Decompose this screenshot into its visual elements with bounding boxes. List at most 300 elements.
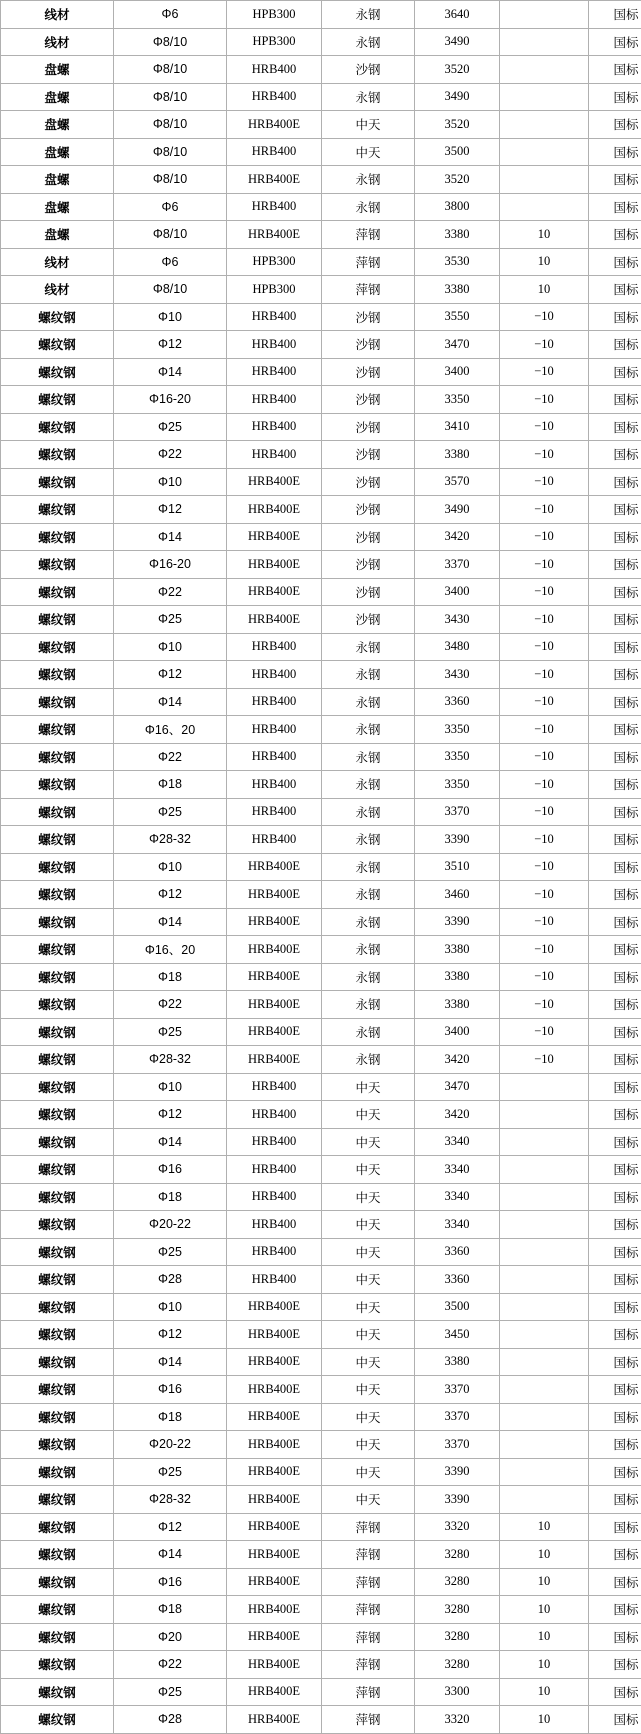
cell-spec: Φ25 [114, 1018, 227, 1046]
cell-change [500, 1431, 589, 1459]
cell-price: 3500 [415, 138, 500, 166]
cell-price: 3380 [415, 441, 500, 469]
cell-product-name: 螺纹钢 [1, 1623, 114, 1651]
cell-product-name: 盘螺 [1, 221, 114, 249]
cell-material-grade: HRB400 [227, 798, 322, 826]
cell-mill: 中天 [322, 1211, 415, 1239]
cell-spec: Φ12 [114, 1321, 227, 1349]
cell-price: 3320 [415, 1513, 500, 1541]
cell-product-name: 盘螺 [1, 56, 114, 84]
cell-product-name: 螺纹钢 [1, 1211, 114, 1239]
cell-price: 3280 [415, 1651, 500, 1679]
cell-standard: 国标 [589, 1623, 641, 1651]
cell-change: −10 [500, 496, 589, 524]
cell-standard: 国标 [589, 1706, 641, 1734]
cell-change: −10 [500, 881, 589, 909]
table-row [1, 936, 641, 964]
cell-change [500, 193, 589, 221]
cell-material-grade: HRB400 [227, 441, 322, 469]
cell-spec: Φ25 [114, 1678, 227, 1706]
cell-material-grade: HRB400E [227, 881, 322, 909]
cell-mill: 永钢 [322, 166, 415, 194]
cell-mill: 萍钢 [322, 1706, 415, 1734]
cell-standard: 国标 [589, 1513, 641, 1541]
cell-price: 3370 [415, 1403, 500, 1431]
cell-price: 3360 [415, 1238, 500, 1266]
cell-price: 3280 [415, 1596, 500, 1624]
cell-standard: 国标 [589, 1321, 641, 1349]
cell-standard: 国标 [589, 83, 641, 111]
cell-mill: 永钢 [322, 881, 415, 909]
cell-spec: Φ8/10 [114, 138, 227, 166]
cell-price: 3340 [415, 1128, 500, 1156]
table-row [1, 1568, 641, 1596]
cell-standard: 国标 [589, 1293, 641, 1321]
table-row [1, 771, 641, 799]
cell-product-name: 盘螺 [1, 111, 114, 139]
cell-mill: 中天 [322, 111, 415, 139]
cell-change [500, 166, 589, 194]
cell-material-grade: HRB400 [227, 358, 322, 386]
cell-change [500, 1211, 589, 1239]
cell-product-name: 螺纹钢 [1, 1238, 114, 1266]
cell-change: −10 [500, 771, 589, 799]
cell-material-grade: HRB400 [227, 771, 322, 799]
cell-price: 3530 [415, 248, 500, 276]
cell-price: 3350 [415, 386, 500, 414]
cell-mill: 沙钢 [322, 523, 415, 551]
cell-change: −10 [500, 386, 589, 414]
cell-standard: 国标 [589, 1431, 641, 1459]
cell-change [500, 83, 589, 111]
cell-change: −10 [500, 1046, 589, 1074]
table-row [1, 881, 641, 909]
cell-product-name: 螺纹钢 [1, 1348, 114, 1376]
table-row [1, 1376, 641, 1404]
cell-mill: 中天 [322, 1376, 415, 1404]
cell-standard: 国标 [589, 1596, 641, 1624]
cell-change: −10 [500, 853, 589, 881]
table-row [1, 688, 641, 716]
cell-standard: 国标 [589, 1183, 641, 1211]
cell-material-grade: HRB400E [227, 936, 322, 964]
cell-mill: 中天 [322, 1458, 415, 1486]
cell-standard: 国标 [589, 853, 641, 881]
cell-product-name: 螺纹钢 [1, 413, 114, 441]
cell-change: 10 [500, 221, 589, 249]
table-row [1, 193, 641, 221]
cell-product-name: 盘螺 [1, 193, 114, 221]
cell-spec: Φ8/10 [114, 276, 227, 304]
table-row [1, 1706, 641, 1734]
cell-standard: 国标 [589, 1348, 641, 1376]
cell-product-name: 螺纹钢 [1, 1458, 114, 1486]
cell-material-grade: HRB400E [227, 551, 322, 579]
cell-price: 3450 [415, 1321, 500, 1349]
cell-change [500, 1376, 589, 1404]
cell-mill: 永钢 [322, 936, 415, 964]
cell-mill: 中天 [322, 1348, 415, 1376]
cell-material-grade: HRB400 [227, 1073, 322, 1101]
cell-material-grade: HRB400E [227, 166, 322, 194]
cell-price: 3460 [415, 881, 500, 909]
cell-material-grade: HRB400 [227, 83, 322, 111]
cell-material-grade: HRB400 [227, 1211, 322, 1239]
cell-material-grade: HRB400E [227, 496, 322, 524]
cell-mill: 沙钢 [322, 441, 415, 469]
cell-standard: 国标 [589, 1238, 641, 1266]
table-row [1, 853, 641, 881]
cell-product-name: 螺纹钢 [1, 1513, 114, 1541]
cell-mill: 永钢 [322, 991, 415, 1019]
cell-change: −10 [500, 551, 589, 579]
cell-standard: 国标 [589, 1403, 641, 1431]
cell-mill: 沙钢 [322, 551, 415, 579]
cell-spec: Φ16、20 [114, 716, 227, 744]
cell-spec: Φ22 [114, 743, 227, 771]
cell-price: 3370 [415, 1376, 500, 1404]
cell-spec: Φ12 [114, 1513, 227, 1541]
cell-spec: Φ18 [114, 1183, 227, 1211]
cell-price: 3430 [415, 606, 500, 634]
cell-material-grade: HRB400E [227, 1623, 322, 1651]
cell-spec: Φ14 [114, 908, 227, 936]
cell-spec: Φ12 [114, 331, 227, 359]
cell-product-name: 螺纹钢 [1, 743, 114, 771]
cell-standard: 国标 [589, 606, 641, 634]
table-row [1, 303, 641, 331]
cell-mill: 中天 [322, 1403, 415, 1431]
cell-standard: 国标 [589, 1568, 641, 1596]
cell-material-grade: HRB400E [227, 963, 322, 991]
cell-standard: 国标 [589, 633, 641, 661]
cell-standard: 国标 [589, 881, 641, 909]
cell-product-name: 螺纹钢 [1, 1486, 114, 1514]
cell-change [500, 1128, 589, 1156]
table-row [1, 1018, 641, 1046]
cell-spec: Φ10 [114, 853, 227, 881]
table-row [1, 826, 641, 854]
cell-product-name: 螺纹钢 [1, 688, 114, 716]
cell-price: 3410 [415, 413, 500, 441]
cell-mill: 萍钢 [322, 1651, 415, 1679]
cell-price: 3400 [415, 1018, 500, 1046]
cell-material-grade: HRB400 [227, 1128, 322, 1156]
cell-product-name: 螺纹钢 [1, 358, 114, 386]
cell-standard: 国标 [589, 936, 641, 964]
cell-change: 10 [500, 1623, 589, 1651]
cell-price: 3490 [415, 496, 500, 524]
cell-material-grade: HRB400 [227, 303, 322, 331]
cell-product-name: 线材 [1, 276, 114, 304]
cell-mill: 萍钢 [322, 1623, 415, 1651]
cell-price: 3370 [415, 798, 500, 826]
table-row [1, 358, 641, 386]
cell-spec: Φ22 [114, 578, 227, 606]
cell-change [500, 1266, 589, 1294]
cell-spec: Φ18 [114, 1596, 227, 1624]
cell-change [500, 111, 589, 139]
cell-price: 3420 [415, 523, 500, 551]
cell-price: 3380 [415, 1348, 500, 1376]
cell-mill: 沙钢 [322, 331, 415, 359]
cell-material-grade: HRB400E [227, 1596, 322, 1624]
cell-standard: 国标 [589, 1156, 641, 1184]
cell-material-grade: HPB300 [227, 248, 322, 276]
cell-price: 3390 [415, 908, 500, 936]
cell-standard: 国标 [589, 826, 641, 854]
cell-change: 10 [500, 248, 589, 276]
cell-spec: Φ16-20 [114, 386, 227, 414]
cell-product-name: 盘螺 [1, 138, 114, 166]
cell-mill: 萍钢 [322, 1541, 415, 1569]
cell-material-grade: HRB400E [227, 1403, 322, 1431]
cell-spec: Φ10 [114, 1073, 227, 1101]
cell-standard: 国标 [589, 56, 641, 84]
cell-product-name: 螺纹钢 [1, 881, 114, 909]
cell-standard: 国标 [589, 138, 641, 166]
cell-change: −10 [500, 331, 589, 359]
cell-spec: Φ8/10 [114, 111, 227, 139]
cell-standard: 国标 [589, 578, 641, 606]
cell-material-grade: HRB400 [227, 661, 322, 689]
cell-standard: 国标 [589, 1018, 641, 1046]
cell-standard: 国标 [589, 1101, 641, 1129]
cell-mill: 永钢 [322, 1018, 415, 1046]
cell-material-grade: HRB400E [227, 1513, 322, 1541]
cell-change: −10 [500, 991, 589, 1019]
cell-spec: Φ12 [114, 661, 227, 689]
cell-spec: Φ18 [114, 1403, 227, 1431]
cell-change: −10 [500, 578, 589, 606]
cell-change [500, 1183, 589, 1211]
cell-mill: 沙钢 [322, 606, 415, 634]
cell-material-grade: HRB400E [227, 853, 322, 881]
cell-price: 3280 [415, 1568, 500, 1596]
cell-spec: Φ28 [114, 1266, 227, 1294]
table-row [1, 716, 641, 744]
cell-mill: 萍钢 [322, 276, 415, 304]
cell-spec: Φ8/10 [114, 221, 227, 249]
cell-material-grade: HRB400 [227, 138, 322, 166]
cell-material-grade: HRB400E [227, 991, 322, 1019]
cell-spec: Φ25 [114, 1238, 227, 1266]
cell-standard: 国标 [589, 276, 641, 304]
cell-material-grade: HRB400 [227, 331, 322, 359]
cell-standard: 国标 [589, 248, 641, 276]
cell-change: 10 [500, 1706, 589, 1734]
cell-standard: 国标 [589, 743, 641, 771]
table-row [1, 551, 641, 579]
cell-change: −10 [500, 468, 589, 496]
table-row [1, 1623, 641, 1651]
table-row [1, 578, 641, 606]
table-row [1, 1183, 641, 1211]
cell-standard: 国标 [589, 303, 641, 331]
cell-change: −10 [500, 826, 589, 854]
cell-standard: 国标 [589, 1678, 641, 1706]
cell-material-grade: HRB400E [227, 1431, 322, 1459]
cell-change: −10 [500, 358, 589, 386]
cell-change: −10 [500, 523, 589, 551]
cell-spec: Φ10 [114, 1293, 227, 1321]
table-row [1, 1101, 641, 1129]
table-row [1, 743, 641, 771]
cell-spec: Φ25 [114, 606, 227, 634]
cell-material-grade: HRB400 [227, 1238, 322, 1266]
cell-price: 3490 [415, 28, 500, 56]
cell-mill: 永钢 [322, 798, 415, 826]
table-row [1, 331, 641, 359]
cell-standard: 国标 [589, 358, 641, 386]
cell-standard: 国标 [589, 716, 641, 744]
cell-material-grade: HRB400 [227, 743, 322, 771]
cell-product-name: 螺纹钢 [1, 1376, 114, 1404]
cell-mill: 沙钢 [322, 303, 415, 331]
cell-mill: 萍钢 [322, 1513, 415, 1541]
cell-mill: 沙钢 [322, 468, 415, 496]
cell-change: −10 [500, 743, 589, 771]
cell-spec: Φ10 [114, 633, 227, 661]
cell-mill: 中天 [322, 1128, 415, 1156]
cell-material-grade: HRB400E [227, 1046, 322, 1074]
cell-product-name: 螺纹钢 [1, 1651, 114, 1679]
cell-spec: Φ8/10 [114, 56, 227, 84]
cell-spec: Φ20-22 [114, 1431, 227, 1459]
cell-material-grade: HRB400 [227, 413, 322, 441]
cell-price: 3520 [415, 166, 500, 194]
cell-product-name: 螺纹钢 [1, 1073, 114, 1101]
cell-material-grade: HRB400E [227, 1348, 322, 1376]
cell-change: −10 [500, 413, 589, 441]
cell-mill: 永钢 [322, 193, 415, 221]
cell-material-grade: HRB400E [227, 1018, 322, 1046]
cell-product-name: 螺纹钢 [1, 661, 114, 689]
cell-mill: 萍钢 [322, 1568, 415, 1596]
cell-material-grade: HRB400E [227, 1706, 322, 1734]
cell-mill: 中天 [322, 138, 415, 166]
table-row [1, 496, 641, 524]
cell-change [500, 1486, 589, 1514]
table-row [1, 1651, 641, 1679]
cell-standard: 国标 [589, 1651, 641, 1679]
cell-mill: 中天 [322, 1293, 415, 1321]
cell-price: 3350 [415, 716, 500, 744]
cell-spec: Φ18 [114, 963, 227, 991]
table-row [1, 798, 641, 826]
cell-change: −10 [500, 908, 589, 936]
cell-change: −10 [500, 936, 589, 964]
cell-spec: Φ22 [114, 441, 227, 469]
cell-product-name: 螺纹钢 [1, 936, 114, 964]
cell-product-name: 螺纹钢 [1, 1128, 114, 1156]
cell-price: 3400 [415, 578, 500, 606]
cell-mill: 沙钢 [322, 56, 415, 84]
cell-standard: 国标 [589, 523, 641, 551]
cell-spec: Φ12 [114, 881, 227, 909]
cell-mill: 永钢 [322, 688, 415, 716]
cell-material-grade: HRB400E [227, 1321, 322, 1349]
cell-material-grade: HRB400E [227, 578, 322, 606]
cell-mill: 永钢 [322, 908, 415, 936]
cell-spec: Φ14 [114, 1541, 227, 1569]
cell-product-name: 螺纹钢 [1, 1431, 114, 1459]
cell-change: 10 [500, 276, 589, 304]
cell-product-name: 螺纹钢 [1, 908, 114, 936]
cell-material-grade: HRB400E [227, 221, 322, 249]
cell-change: −10 [500, 798, 589, 826]
cell-product-name: 螺纹钢 [1, 1018, 114, 1046]
cell-change [500, 1293, 589, 1321]
cell-standard: 国标 [589, 413, 641, 441]
table-row [1, 111, 641, 139]
cell-material-grade: HPB300 [227, 1, 322, 29]
table-row [1, 1156, 641, 1184]
cell-spec: Φ28-32 [114, 826, 227, 854]
cell-product-name: 螺纹钢 [1, 1156, 114, 1184]
cell-material-grade: HRB400E [227, 1541, 322, 1569]
cell-material-grade: HRB400 [227, 826, 322, 854]
cell-material-grade: HPB300 [227, 28, 322, 56]
table-row [1, 1293, 641, 1321]
table-row [1, 1678, 641, 1706]
cell-mill: 永钢 [322, 743, 415, 771]
cell-price: 3360 [415, 1266, 500, 1294]
cell-spec: Φ14 [114, 688, 227, 716]
cell-standard: 国标 [589, 1376, 641, 1404]
cell-product-name: 螺纹钢 [1, 1293, 114, 1321]
table-row [1, 83, 641, 111]
cell-mill: 永钢 [322, 633, 415, 661]
cell-change: −10 [500, 633, 589, 661]
cell-spec: Φ6 [114, 248, 227, 276]
cell-mill: 永钢 [322, 1, 415, 29]
cell-spec: Φ22 [114, 1651, 227, 1679]
cell-price: 3510 [415, 853, 500, 881]
cell-spec: Φ6 [114, 1, 227, 29]
table-row [1, 991, 641, 1019]
cell-product-name: 线材 [1, 1, 114, 29]
cell-change [500, 1403, 589, 1431]
cell-mill: 中天 [322, 1101, 415, 1129]
cell-product-name: 线材 [1, 248, 114, 276]
table-row [1, 276, 641, 304]
cell-material-grade: HRB400 [227, 633, 322, 661]
cell-material-grade: HRB400 [227, 193, 322, 221]
cell-product-name: 螺纹钢 [1, 1596, 114, 1624]
cell-mill: 萍钢 [322, 221, 415, 249]
table-row [1, 28, 641, 56]
cell-change: −10 [500, 716, 589, 744]
cell-product-name: 螺纹钢 [1, 468, 114, 496]
cell-material-grade: HRB400E [227, 111, 322, 139]
cell-product-name: 螺纹钢 [1, 578, 114, 606]
cell-product-name: 螺纹钢 [1, 606, 114, 634]
cell-price: 3520 [415, 111, 500, 139]
cell-spec: Φ20-22 [114, 1211, 227, 1239]
cell-product-name: 螺纹钢 [1, 1541, 114, 1569]
cell-spec: Φ14 [114, 1128, 227, 1156]
cell-spec: Φ12 [114, 1101, 227, 1129]
cell-standard: 国标 [589, 221, 641, 249]
cell-change: −10 [500, 688, 589, 716]
table-row [1, 386, 641, 414]
table-row [1, 1128, 641, 1156]
cell-spec: Φ16 [114, 1156, 227, 1184]
table-row [1, 1211, 641, 1239]
table-row [1, 166, 641, 194]
cell-spec: Φ28-32 [114, 1046, 227, 1074]
